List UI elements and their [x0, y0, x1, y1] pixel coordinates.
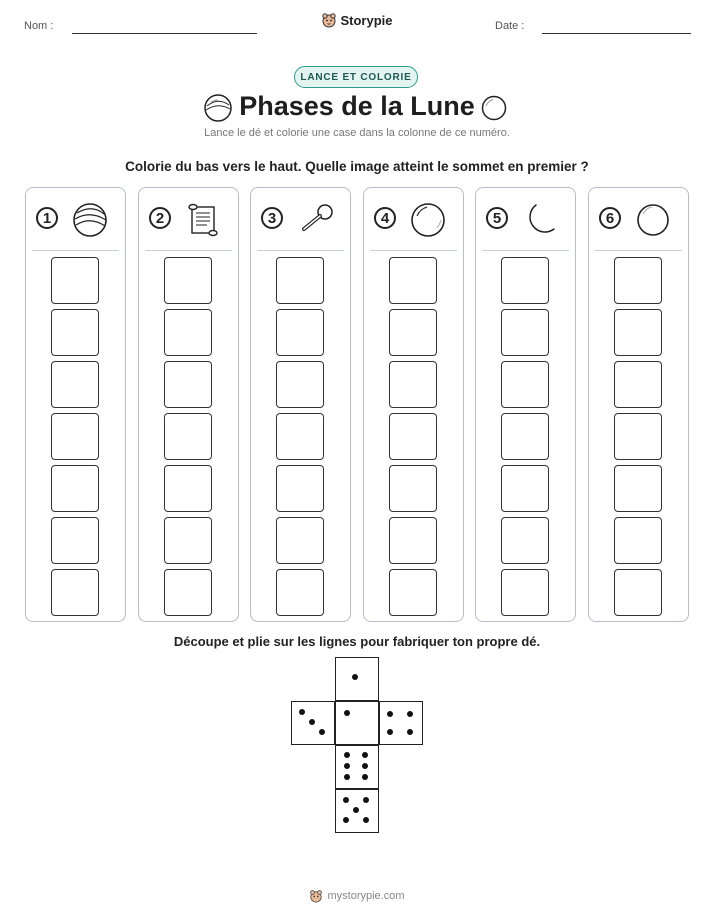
- column-4: [363, 187, 464, 622]
- brand-name: Storypie: [340, 12, 393, 28]
- die-pip: [344, 710, 350, 716]
- color-box[interactable]: [164, 569, 212, 616]
- full-moon-circle-icon: [633, 202, 673, 238]
- color-box[interactable]: [501, 361, 549, 408]
- color-box[interactable]: [389, 309, 437, 356]
- color-box[interactable]: [614, 517, 662, 564]
- color-box[interactable]: [51, 257, 99, 304]
- name-label: Nom :: [24, 20, 54, 32]
- die-pip: [343, 817, 349, 823]
- column-divider: [482, 250, 569, 251]
- color-box[interactable]: [389, 257, 437, 304]
- color-box[interactable]: [276, 361, 324, 408]
- color-box[interactable]: [51, 361, 99, 408]
- color-box[interactable]: [276, 569, 324, 616]
- die-pip: [362, 752, 368, 758]
- column-divider: [145, 250, 232, 251]
- color-box[interactable]: [51, 309, 99, 356]
- die-pip: [299, 709, 305, 715]
- storypie-mascot-icon: [309, 889, 323, 903]
- color-box[interactable]: [389, 517, 437, 564]
- column-5: [475, 187, 576, 622]
- color-box[interactable]: [164, 257, 212, 304]
- color-box[interactable]: [614, 413, 662, 460]
- die-pip: [407, 711, 413, 717]
- striped-ball-icon: [70, 202, 110, 238]
- glass-sphere-icon: [408, 202, 448, 238]
- color-box[interactable]: [276, 465, 324, 512]
- die-instruction: Découpe et plie sur les lignes pour fabriquer ton propre dé.: [173, 634, 541, 649]
- die-face-six[interactable]: [335, 745, 379, 789]
- color-box[interactable]: [389, 465, 437, 512]
- page-title: Phases de la Lune: [239, 91, 475, 121]
- column-divider: [257, 250, 344, 251]
- brand-logo: [0, 12, 714, 31]
- color-box[interactable]: [51, 569, 99, 616]
- column-number: 4: [374, 207, 396, 229]
- color-box[interactable]: [614, 257, 662, 304]
- die-pip: [387, 729, 393, 735]
- die-pip: [344, 763, 350, 769]
- die-face-three[interactable]: [291, 701, 335, 745]
- die-pip: [363, 817, 369, 823]
- color-box[interactable]: [389, 413, 437, 460]
- color-box[interactable]: [614, 465, 662, 512]
- column-1: [25, 187, 126, 622]
- name-line[interactable]: [72, 33, 257, 34]
- color-box[interactable]: [614, 569, 662, 616]
- column-number: 5: [486, 207, 508, 229]
- color-box[interactable]: [501, 569, 549, 616]
- die-pip: [407, 729, 413, 735]
- color-box[interactable]: [276, 517, 324, 564]
- column-number: 1: [36, 207, 58, 229]
- die-face-one-top[interactable]: [335, 657, 379, 701]
- color-box[interactable]: [501, 309, 549, 356]
- instruction: Colorie du bas vers le haut. Quelle image atteint le sommet en premier ?: [125, 159, 589, 174]
- die-pip: [344, 774, 350, 780]
- date-line[interactable]: [542, 33, 691, 34]
- date-label: Date :: [495, 20, 525, 32]
- die-pip: [362, 763, 368, 769]
- die-pip: [353, 807, 359, 813]
- color-box[interactable]: [501, 257, 549, 304]
- color-box[interactable]: [51, 465, 99, 512]
- die-face-one-center[interactable]: [335, 701, 379, 745]
- color-box[interactable]: [164, 413, 212, 460]
- column-3: [250, 187, 351, 622]
- color-box[interactable]: [276, 309, 324, 356]
- color-box[interactable]: [501, 517, 549, 564]
- color-box[interactable]: [164, 465, 212, 512]
- die-pip: [363, 797, 369, 803]
- microphone-icon: [295, 202, 335, 238]
- color-box[interactable]: [276, 257, 324, 304]
- die-pip: [352, 674, 358, 680]
- column-divider: [595, 250, 682, 251]
- footer: [0, 889, 714, 906]
- die-pip: [319, 729, 325, 735]
- color-box[interactable]: [51, 517, 99, 564]
- crescent-moon-icon: [520, 202, 560, 238]
- die-pip: [387, 711, 393, 717]
- moon-sphere-right-icon: [480, 94, 508, 122]
- die-pip: [309, 719, 315, 725]
- color-box[interactable]: [164, 361, 212, 408]
- activity-tag: LANCE ET COLORIE: [294, 66, 418, 88]
- color-box[interactable]: [389, 569, 437, 616]
- column-6: [588, 187, 689, 622]
- storypie-mascot-icon: [321, 12, 337, 28]
- column-divider: [370, 250, 457, 251]
- column-number: 3: [261, 207, 283, 229]
- footer-url[interactable]: mystorypie.com: [327, 890, 405, 902]
- die-face-four[interactable]: [379, 701, 423, 745]
- color-box[interactable]: [614, 309, 662, 356]
- color-box[interactable]: [501, 465, 549, 512]
- subtitle: Lance le dé et colorie une case dans la colonne de ce numéro.: [204, 127, 510, 139]
- die-pip: [343, 797, 349, 803]
- die-face-five[interactable]: [335, 789, 379, 833]
- scroll-icon: [183, 202, 223, 238]
- color-box[interactable]: [614, 361, 662, 408]
- die-pip: [362, 774, 368, 780]
- column-2: [138, 187, 239, 622]
- color-box[interactable]: [501, 413, 549, 460]
- column-divider: [32, 250, 119, 251]
- color-box[interactable]: [389, 361, 437, 408]
- column-number: 6: [599, 207, 621, 229]
- column-number: 2: [149, 207, 171, 229]
- color-box[interactable]: [51, 413, 99, 460]
- color-box[interactable]: [164, 309, 212, 356]
- die-pip: [344, 752, 350, 758]
- color-box[interactable]: [276, 413, 324, 460]
- color-box[interactable]: [164, 517, 212, 564]
